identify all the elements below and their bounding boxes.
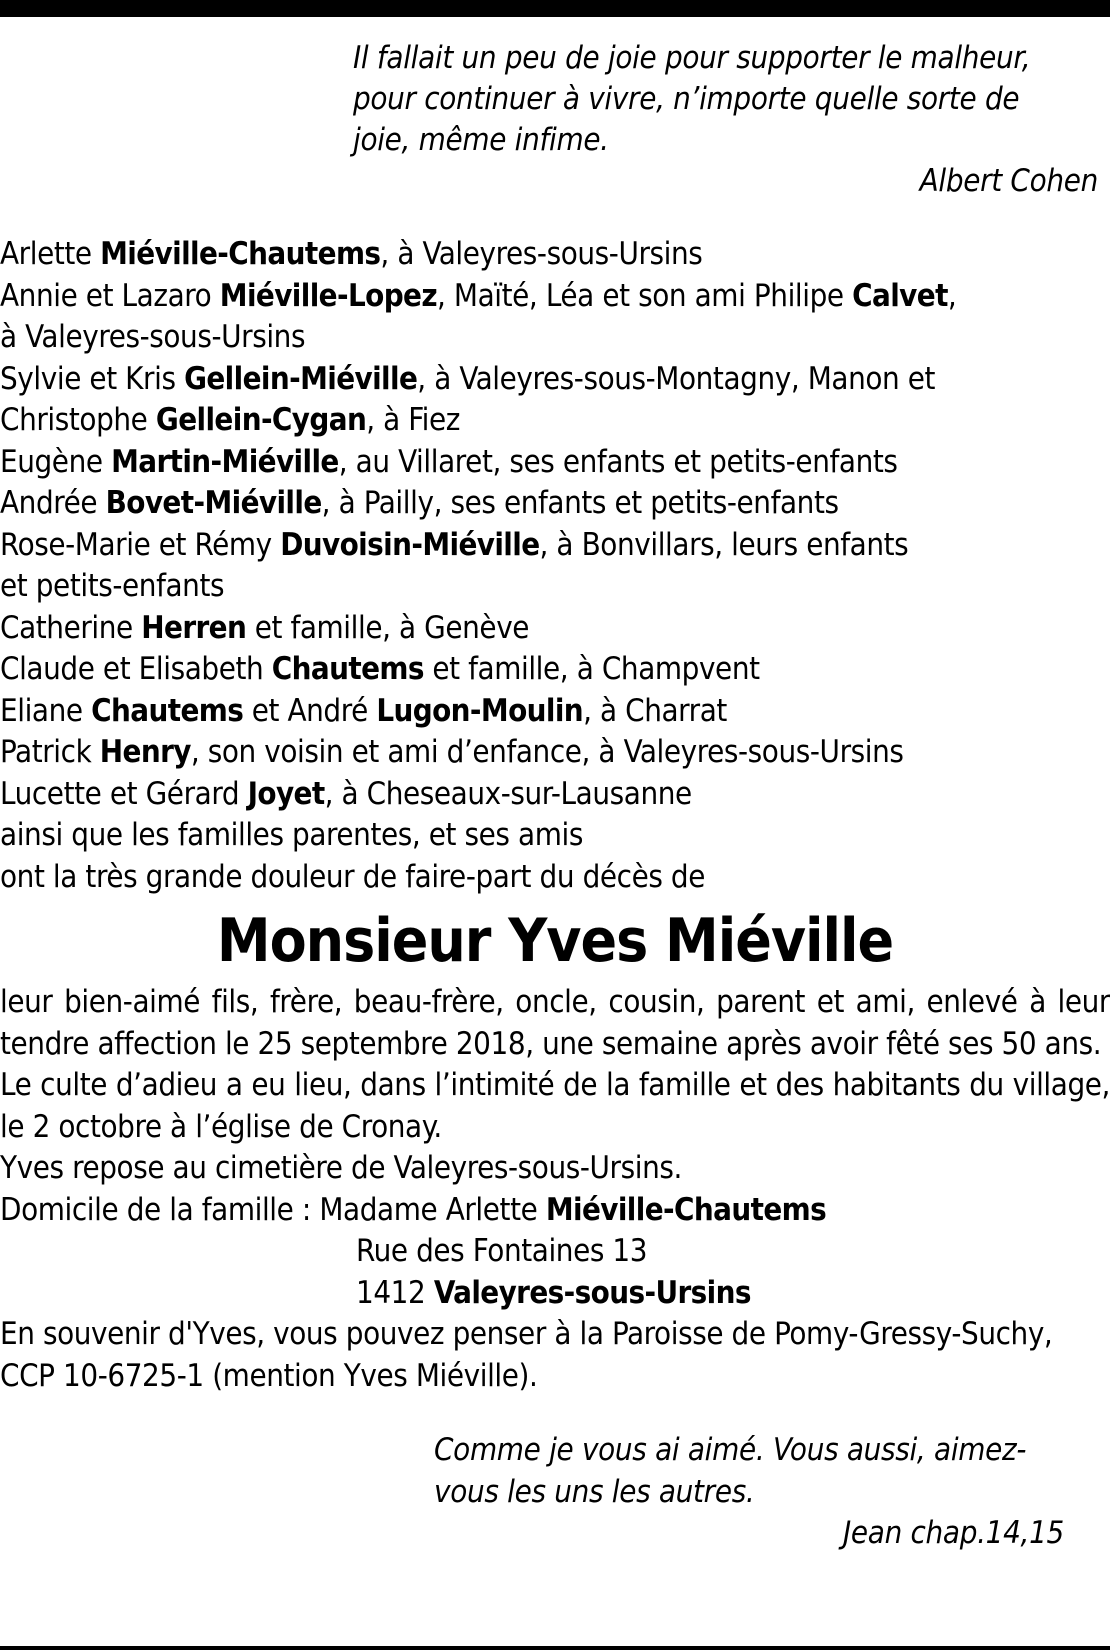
family-surname: Bovet-Miéville xyxy=(105,485,322,521)
family-text: , à Valeyres-sous-Montagny, Manon et xyxy=(417,360,936,397)
family-surname: Chautems xyxy=(91,692,244,729)
family-text: Arlette xyxy=(0,236,101,272)
family-text: , son voisin et ami d’enfance, à Valeyres-sous-Ursins xyxy=(190,734,904,770)
death-paragraph: leur bien-aimé fils, frère, beau-frère, oncle, cousin, parent et ami, enlevé à leur tendre affection le 25 septembre 2018, une semaine après avoir fêté ses 50 ans. xyxy=(0,984,1110,1062)
domicile-postcode: 1412 xyxy=(356,1274,434,1311)
family-line xyxy=(0,608,1110,650)
family-line xyxy=(0,276,1110,318)
domicile-city: Valeyres-sous-Ursins xyxy=(433,1274,751,1311)
domicile-city-line xyxy=(0,1273,1110,1315)
family-text: à Valeyres-sous-Ursins xyxy=(0,319,306,355)
family-text: Eliane xyxy=(0,692,92,729)
family-surname: Miéville-Lopez xyxy=(219,277,438,314)
family-text: , à Cheseaux-sur-Lausanne xyxy=(324,775,692,812)
epigraph-line: pour continuer à vivre, n’importe quelle sorte de xyxy=(353,81,1020,117)
family-text: Eugène xyxy=(0,443,112,480)
verse-line: vous les uns les autres. xyxy=(434,1473,755,1510)
family-line xyxy=(0,359,1110,401)
family-line xyxy=(0,691,1110,733)
domicile-contact-name: Miéville-Chautems xyxy=(545,1191,827,1228)
family-text: Annie et Lazaro xyxy=(0,277,220,314)
service-paragraph: Le culte d’adieu a eu lieu, dans l’intimité de la famille et des habitants du village, le 2 octobre à l’église de Cronay. xyxy=(0,1067,1110,1145)
family-text: , à Valeyres-sous-Ursins xyxy=(380,236,703,272)
family-line xyxy=(0,857,1110,899)
family-text: , à Charrat xyxy=(583,692,727,729)
domicile-label: Domicile de la famille : xyxy=(0,1191,320,1228)
family-surname: Martin-Miéville xyxy=(111,443,339,480)
family-line xyxy=(0,774,1110,816)
family-text: et famille, à Genève xyxy=(246,609,530,646)
family-text: Andrée xyxy=(0,485,106,521)
top-border-rule xyxy=(0,0,1110,17)
epigraph-author: Albert Cohen xyxy=(919,163,1098,199)
family-surname: Gellein-Miéville xyxy=(184,360,418,397)
family-surname: Calvet xyxy=(852,277,948,314)
family-line xyxy=(0,400,1110,442)
family-text: Rose-Marie et Rémy xyxy=(0,526,281,563)
resting-place-line: Yves repose au cimetière de Valeyres-sous-Ursins. xyxy=(0,1150,682,1186)
deceased-name: Monsieur Yves Miéville xyxy=(216,906,894,976)
family-list xyxy=(0,234,1110,898)
family-text: ainsi que les familles parentes, et ses amis xyxy=(0,817,583,853)
family-line xyxy=(0,732,1110,774)
family-text: Patrick xyxy=(0,734,100,770)
family-text: Lucette et Gérard xyxy=(0,775,248,812)
verse-reference: Jean chap.14,15 xyxy=(843,1515,1064,1551)
family-text: Claude et Elisabeth xyxy=(0,651,272,687)
family-line xyxy=(0,483,1110,525)
family-text: , à Pailly, ses enfants et petits-enfants xyxy=(321,485,839,521)
family-text: , Maïté, Léa et son ami Philipe xyxy=(437,277,853,314)
family-line xyxy=(0,317,1110,359)
family-line xyxy=(0,525,1110,567)
family-surname: Joyet xyxy=(247,775,325,812)
donation-line: En souvenir d'Yves, vous pouvez penser à la Paroisse de Pomy-Gressy-Suchy, xyxy=(0,1316,1053,1352)
family-line xyxy=(0,442,1110,484)
family-text: et petits-enfants xyxy=(0,568,225,604)
domicile-street: Rue des Fontaines 13 xyxy=(356,1233,648,1269)
donation-line: CCP 10-6725-1 (mention Yves Miéville). xyxy=(0,1357,538,1394)
epigraph-quote xyxy=(353,38,1098,202)
family-surname: Miéville-Chautems xyxy=(100,236,381,272)
family-surname: Lugon-Moulin xyxy=(376,692,584,729)
family-surname: Herren xyxy=(141,609,247,646)
family-line xyxy=(0,649,1110,691)
family-line xyxy=(0,566,1110,608)
family-surname: Chautems xyxy=(271,651,424,687)
epigraph-line: Il fallait un peu de joie pour supporter le malheur, xyxy=(353,40,1031,76)
family-text: et famille, à Champvent xyxy=(423,651,760,687)
family-line xyxy=(0,815,1110,857)
domicile-line xyxy=(0,1190,1110,1232)
family-text: et André xyxy=(243,692,377,729)
family-text: Christophe xyxy=(0,402,156,438)
family-surname: Duvoisin-Miéville xyxy=(280,526,540,563)
domicile-contact: Madame Arlette xyxy=(319,1191,546,1228)
bottom-border-rule xyxy=(0,1646,1110,1650)
closing-verse xyxy=(434,1430,1064,1555)
family-text: , au Villaret, ses enfants et petits-enfants xyxy=(338,443,898,480)
family-text: ont la très grande douleur de faire-part du décès de xyxy=(0,858,706,895)
family-text: , à Fiez xyxy=(366,402,461,438)
family-text: Sylvie et Kris xyxy=(0,360,185,397)
verse-line: Comme je vous ai aimé. Vous aussi, aimez- xyxy=(434,1432,1027,1468)
family-surname: Henry xyxy=(99,734,191,770)
family-text: , à Bonvillars, leurs enfants xyxy=(539,526,909,563)
obituary-notice xyxy=(0,38,1110,1555)
family-text: Catherine xyxy=(0,609,142,646)
epigraph-line: joie, même infime. xyxy=(353,122,609,158)
family-surname: Gellein-Cygan xyxy=(155,402,367,438)
family-text: , xyxy=(947,277,957,314)
family-line xyxy=(0,234,1110,276)
